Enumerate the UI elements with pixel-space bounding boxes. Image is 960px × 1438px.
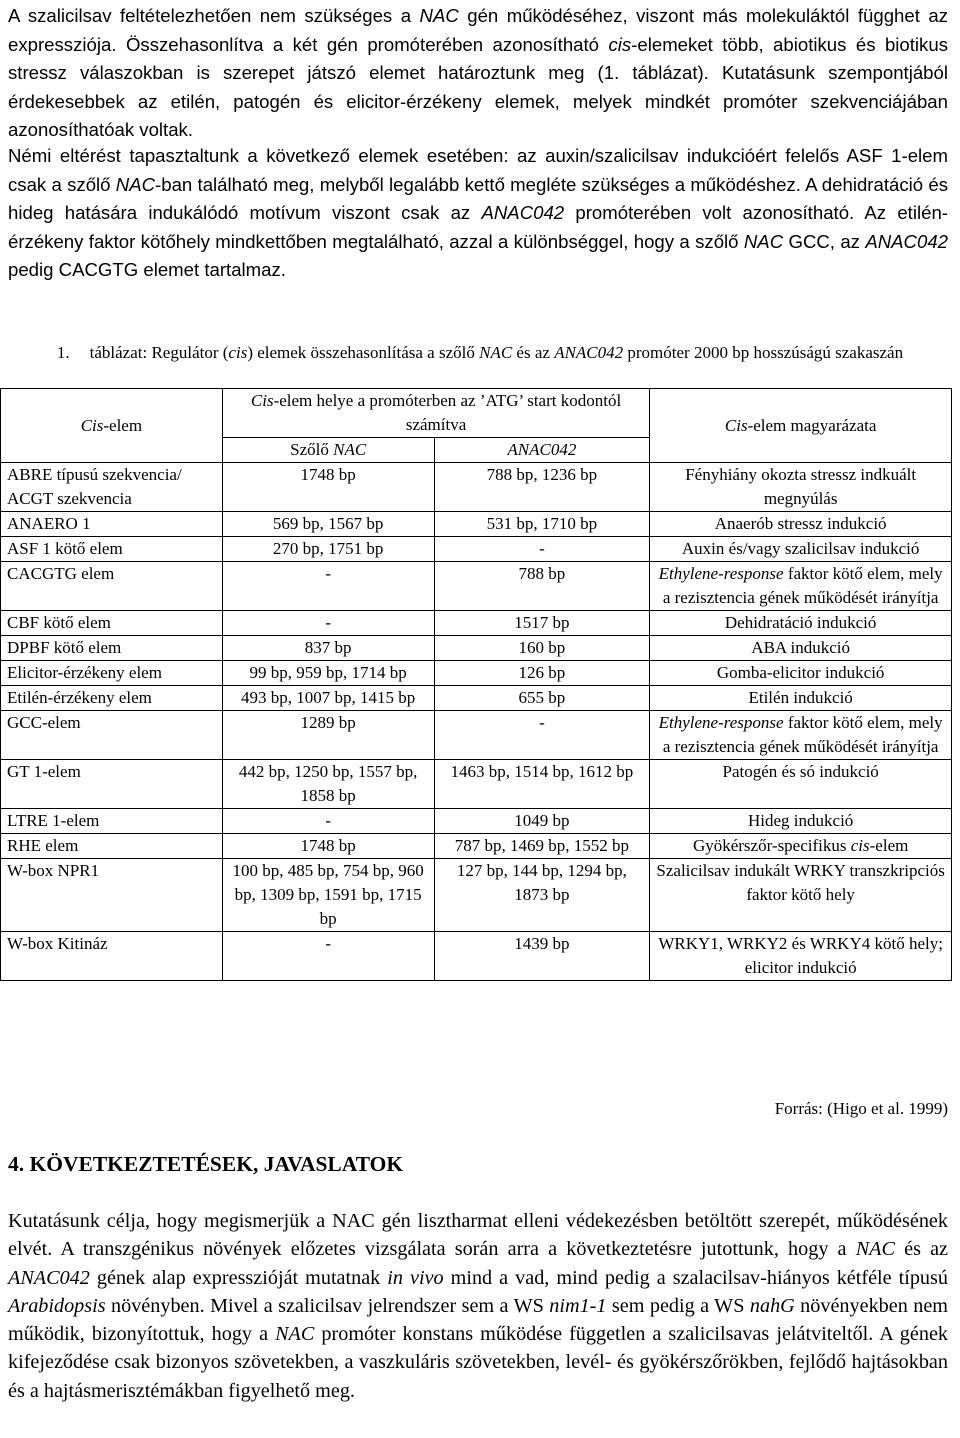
cell-nac-position: 837 bp xyxy=(222,636,434,661)
cell-anac-position: 127 bp, 144 bp, 1294 bp, 1873 bp xyxy=(434,859,650,932)
cis-element-table xyxy=(0,388,952,981)
table-row xyxy=(1,711,952,760)
explanation-text: faktor kötő elem, mely a rezisztencia gének működését irányítja xyxy=(662,713,943,756)
table-row xyxy=(1,859,952,932)
cell-nac-position: 270 bp, 1751 bp xyxy=(222,537,434,562)
explanation-tail: -elem xyxy=(869,836,909,855)
cell-anac-position: - xyxy=(434,537,650,562)
explanation-text: ABA indukció xyxy=(751,638,850,657)
cell-anac-position: - xyxy=(434,711,650,760)
table-row xyxy=(1,686,952,711)
cell-element: LTRE 1-elem xyxy=(1,809,223,834)
table-row xyxy=(1,537,952,562)
cell-explanation xyxy=(650,512,952,537)
cell-nac-position: 1748 bp xyxy=(222,834,434,859)
cell-element: ASF 1 kötő elem xyxy=(1,537,223,562)
cell-nac-position: 442 bp, 1250 bp, 1557 bp, 1858 bp xyxy=(222,760,434,809)
cell-explanation xyxy=(650,562,952,611)
table-source: Forrás: (Higo et al. 1999) xyxy=(774,1099,948,1118)
table-row xyxy=(1,834,952,859)
cell-anac-position: 126 bp xyxy=(434,661,650,686)
explanation-text: Hideg indukció xyxy=(748,811,854,830)
explanation-text: Etilén indukció xyxy=(748,688,853,707)
cell-anac-position: 531 bp, 1710 bp xyxy=(434,512,650,537)
cell-anac-position: 1463 bp, 1514 bp, 1612 bp xyxy=(434,760,650,809)
cell-explanation xyxy=(650,661,952,686)
explanation-text: Fényhiány okozta stressz indkuált megnyúlás xyxy=(685,465,917,508)
header-cis-element: Cis-elem xyxy=(1,389,223,463)
cell-anac-position: 787 bp, 1469 bp, 1552 bp xyxy=(434,834,650,859)
cell-element: DPBF kötő elem xyxy=(1,636,223,661)
paragraph-1: A szalicilsav feltételezhetően nem szükséges a NAC gén működéséhez, viszont más molekuláktól függhet az expressziója. Összehasonlítva a két gén promóterében azonosítható cis-elemeket több, abiotikus és biotikus stressz válaszokban is szerepet játszó elemet határoztunk meg (1. táblázat). Kutatásunk szempontjából érdekesebbek az etilén, patogén és elicitor-érzékeny elemek, melyek mindkét promóter szekvenciájában azonosíthatóak voltak. xyxy=(8,5,949,140)
cell-element: ABRE típusú szekvencia/ ACGT szekvencia xyxy=(1,463,223,512)
cell-explanation xyxy=(650,760,952,809)
cell-element: W-box NPR1 xyxy=(1,859,223,932)
explanation-text: Szalicilsav indukált WRKY transzkripciós faktor kötő hely xyxy=(656,861,945,904)
cell-nac-position: - xyxy=(222,932,434,981)
cell-element: Elicitor-érzékeny elem xyxy=(1,661,223,686)
table-body xyxy=(1,463,952,981)
cell-element: Etilén-érzékeny elem xyxy=(1,686,223,711)
header-grape-nac: Szőlő NAC xyxy=(222,438,434,463)
cell-explanation xyxy=(650,686,952,711)
table-row xyxy=(1,512,952,537)
paragraph-3: Kutatásunk célja, hogy megismerjük a NAC gén lisztharmat elleni védekezésben betöltött szerepét, működésének elvét. A transzgénikus növények előzetes vizsgálata során arra a következtetésre jutottunk, hogy a NAC és az ANAC042 gének alap expresszióját mutatnak in vivo mind a vad, mind pedig a szalacilsav-hiányos kétféle típusú Arabidopsis növényben. Mivel a szalicilsav jelrendszer sem a WS nim1-1 sem pedig a WS nahG növényekben nem működik, bizonyítottuk, hogy a NAC promóter konstans működése független a szalicilsavas jelátviteltől. A gének kifejeződése csak bizonyos szövetekben, a vaszkuláris szövetekben, levél- és gyökérszőrökben, fejlődő hajtásokban és a hajtásmerisztémákban figyelhető meg. xyxy=(8,1210,948,1402)
explanation-text: Auxin és/vagy szalicilsav indukció xyxy=(681,539,920,558)
cell-anac-position: 160 bp xyxy=(434,636,650,661)
cell-explanation xyxy=(650,611,952,636)
cell-anac-position: 1439 bp xyxy=(434,932,650,981)
cell-nac-position: 99 bp, 959 bp, 1714 bp xyxy=(222,661,434,686)
explanation-tail-italic: cis xyxy=(850,836,870,855)
table-header-row xyxy=(1,389,952,438)
explanation-text: WRKY1, WRKY2 és WRKY4 kötő hely; elicitor indukció xyxy=(658,934,943,977)
cell-element: GT 1-elem xyxy=(1,760,223,809)
paragraph-2: Némi eltérést tapasztaltunk a következő elemek esetében: az auxin/szalicilsav indukcióért felelős ASF 1-elem csak a szőlő NAC-ban található meg, melyből legalább kettő megléte szükséges a működéshez. A dehidratáció és hideg hatására indukálódó motívum viszont csak az ANAC042 promóterében volt azonosítható. Az etilén-érzékeny faktor kötőhely mindkettőben megtalálható, azzal a különbséggel, hogy a szőlő NAC GCC, az ANAC042 pedig CACGTG elemet tartalmaz. xyxy=(8,145,948,280)
explanation-text: Patogén és só indukció xyxy=(722,762,879,781)
table-row xyxy=(1,760,952,809)
table-caption: 1. táblázat: Regulátor (cis) elemek összehasonlítása a szőlő NAC és az ANAC042 promóter 2000 bp hosszúságú szakaszán xyxy=(56,343,904,362)
table-row xyxy=(1,661,952,686)
cell-explanation xyxy=(650,711,952,760)
header-anac042: ANAC042 xyxy=(434,438,650,463)
cell-nac-position: - xyxy=(222,611,434,636)
cell-element: ANAERO 1 xyxy=(1,512,223,537)
explanation-text: Gyökérszőr-specifikus xyxy=(692,836,851,855)
cell-anac-position: 788 bp xyxy=(434,562,650,611)
explanation-text: Anaerób stressz indukció xyxy=(714,514,887,533)
cell-anac-position: 1517 bp xyxy=(434,611,650,636)
cell-explanation xyxy=(650,932,952,981)
cell-explanation xyxy=(650,834,952,859)
cell-element: CACGTG elem xyxy=(1,562,223,611)
explanation-text: Dehidratáció indukció xyxy=(724,613,877,632)
cell-nac-position: 493 bp, 1007 bp, 1415 bp xyxy=(222,686,434,711)
table-row xyxy=(1,611,952,636)
cell-nac-position: - xyxy=(222,562,434,611)
cell-nac-position: 1748 bp xyxy=(222,463,434,512)
explanation-text: Gomba-elicitor indukció xyxy=(716,663,885,682)
cell-explanation xyxy=(650,463,952,512)
header-position: Cis-elem helye a promóterben az ’ATG’ start kodontól számítva xyxy=(222,389,650,438)
table-row xyxy=(1,636,952,661)
section-heading: 4. KÖVETKEZTETÉSEK, JAVASLATOK xyxy=(8,1152,404,1176)
header-explanation: Cis-elem magyarázata xyxy=(650,389,952,463)
cell-explanation xyxy=(650,636,952,661)
table-row xyxy=(1,809,952,834)
explanation-italic: Ethylene-response xyxy=(658,564,784,583)
cell-anac-position: 788 bp, 1236 bp xyxy=(434,463,650,512)
explanation-text: faktor kötő elem, mely a rezisztencia gének működését irányítja xyxy=(662,564,943,607)
cell-explanation xyxy=(650,537,952,562)
cell-nac-position: 569 bp, 1567 bp xyxy=(222,512,434,537)
cell-explanation xyxy=(650,859,952,932)
cell-nac-position: 100 bp, 485 bp, 754 bp, 960 bp, 1309 bp, 1591 bp, 1715 bp xyxy=(222,859,434,932)
cell-element: GCC-elem xyxy=(1,711,223,760)
cell-anac-position: 655 bp xyxy=(434,686,650,711)
table-row xyxy=(1,463,952,512)
table-row xyxy=(1,932,952,981)
table-row xyxy=(1,562,952,611)
cell-element: RHE elem xyxy=(1,834,223,859)
explanation-italic: Ethylene-response xyxy=(658,713,784,732)
cell-explanation xyxy=(650,809,952,834)
cell-nac-position: 1289 bp xyxy=(222,711,434,760)
cell-element: W-box Kitináz xyxy=(1,932,223,981)
cell-element: CBF kötő elem xyxy=(1,611,223,636)
cell-anac-position: 1049 bp xyxy=(434,809,650,834)
cell-nac-position: - xyxy=(222,809,434,834)
